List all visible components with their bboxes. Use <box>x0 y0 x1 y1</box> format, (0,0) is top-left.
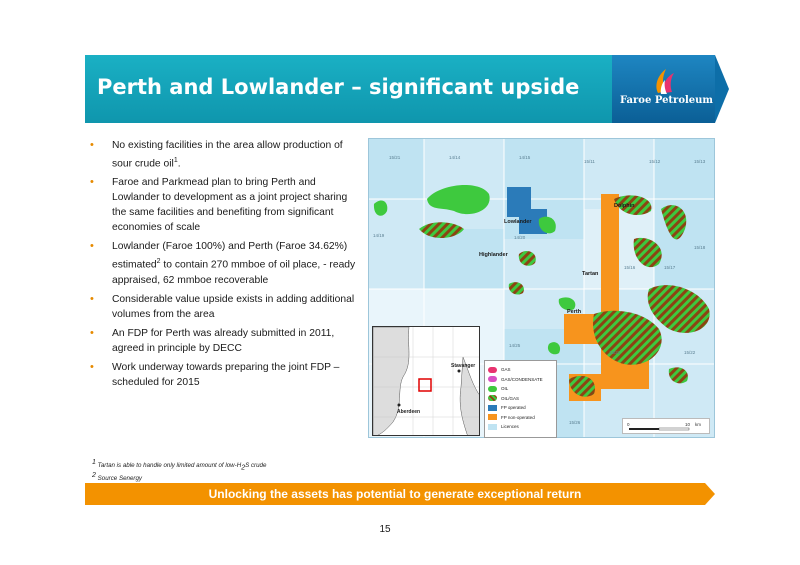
block-label: 15/17 <box>664 265 676 270</box>
legend-row: GAS/CONDENSATE <box>488 375 553 385</box>
footnote-2: $^2$ Source Senergy <box>92 472 143 483</box>
bullet-item: • Lowlander (Faroe 100%) and Perth (Faroe 34.62%) estimated$^2$ to contain 270 mmboe of oil place, - ready appraised, 62 mmboe recoverable <box>90 239 360 287</box>
inset-map <box>372 326 480 436</box>
scale-graphic <box>623 419 711 435</box>
block-label: 15/12 <box>649 159 661 164</box>
banner-text: Unlocking the assets has potential to generate exceptional return <box>208 487 582 501</box>
scale-bar <box>622 418 710 434</box>
legend-row: OIL <box>488 384 553 394</box>
field-label-tartan: Tartan <box>582 271 599 277</box>
inset-label-aberdeen: Aberdeen <box>397 409 421 415</box>
field-label-highlander: Highlander <box>479 252 508 258</box>
legend-row: FP non-operated <box>488 413 553 423</box>
field-label-lowlander: Lowlander <box>504 219 532 225</box>
bullet-list <box>90 138 360 394</box>
block-label: 15/13 <box>694 159 706 164</box>
legend-row: GAS <box>488 365 553 375</box>
logo-box <box>612 55 715 123</box>
legend-swatch-oil-gas <box>488 395 497 401</box>
faroe-logo-icon <box>652 65 676 95</box>
block-label: 15/18 <box>694 245 706 250</box>
block-label: 15/16 <box>624 265 636 270</box>
scale-end: 10 <box>685 422 691 427</box>
field-label-dolphin: Dolphin <box>614 203 635 209</box>
logo-text: Faroe Petroleum <box>620 95 713 106</box>
inset-label-stavanger: Stavanger <box>451 363 476 369</box>
bullet-item: • Work underway towards preparing the joint FDP – scheduled for 2015 <box>90 360 360 390</box>
bullet-item: • An FDP for Perth was already submitted in 2011, agreed in principle by DECC <box>90 326 360 356</box>
block-label: 15/11 <box>584 159 595 164</box>
page-number: 15 <box>379 524 391 535</box>
legend-swatch-licences <box>488 424 497 430</box>
scale-unit: km <box>695 422 701 427</box>
legend-swatch-oil <box>488 386 497 392</box>
legend-row: FP operated <box>488 403 553 413</box>
legend-swatch-fp-non-operated <box>488 414 497 420</box>
bullet-item: • Faroe and Parkmead plan to bring Perth and Lowlander to development as a joint project sharing the same facilities and benefiting from significant economies of scale <box>90 175 360 235</box>
logo-arrow <box>715 55 729 123</box>
map-legend <box>484 360 557 438</box>
block-label: 14/25 <box>509 343 521 348</box>
block-label: 15/21 <box>389 155 401 160</box>
legend-swatch-fp-operated <box>488 405 497 411</box>
slide-title: Perth and Lowlander – significant upside <box>97 75 580 99</box>
inset-graphic <box>373 327 480 436</box>
footnote-1: $^1$ Tartan is able to handle only limited amount of low-$H_2S$ crude <box>92 459 267 472</box>
block-label: 14/14 <box>449 155 461 160</box>
banner-arrow <box>705 483 715 505</box>
footnotes <box>92 459 266 483</box>
bullet-item: • Considerable value upside exists in adding additional volumes from the area <box>90 292 360 322</box>
block-label: 14/19 <box>373 233 385 238</box>
block-label: 15/22 <box>684 350 696 355</box>
legend-swatch-gas <box>488 367 497 373</box>
scale-start: 0 <box>627 422 630 427</box>
block-label: 14/15 <box>519 155 531 160</box>
legend-swatch-gas-condensate <box>488 376 497 382</box>
legend-row: Licences <box>488 422 553 432</box>
block-label: 14/20 <box>514 235 526 240</box>
conclusion-banner <box>85 483 705 505</box>
block-label: 15/21 <box>609 350 621 355</box>
field-label-perth: Perth <box>567 309 582 315</box>
title-bar <box>85 55 630 123</box>
legend-row: OIL/GAS <box>488 394 553 404</box>
block-label: 15/26 <box>569 420 581 425</box>
bullet-item: • No existing facilities in the area allow production of sour crude oil$^1$. <box>90 138 360 171</box>
